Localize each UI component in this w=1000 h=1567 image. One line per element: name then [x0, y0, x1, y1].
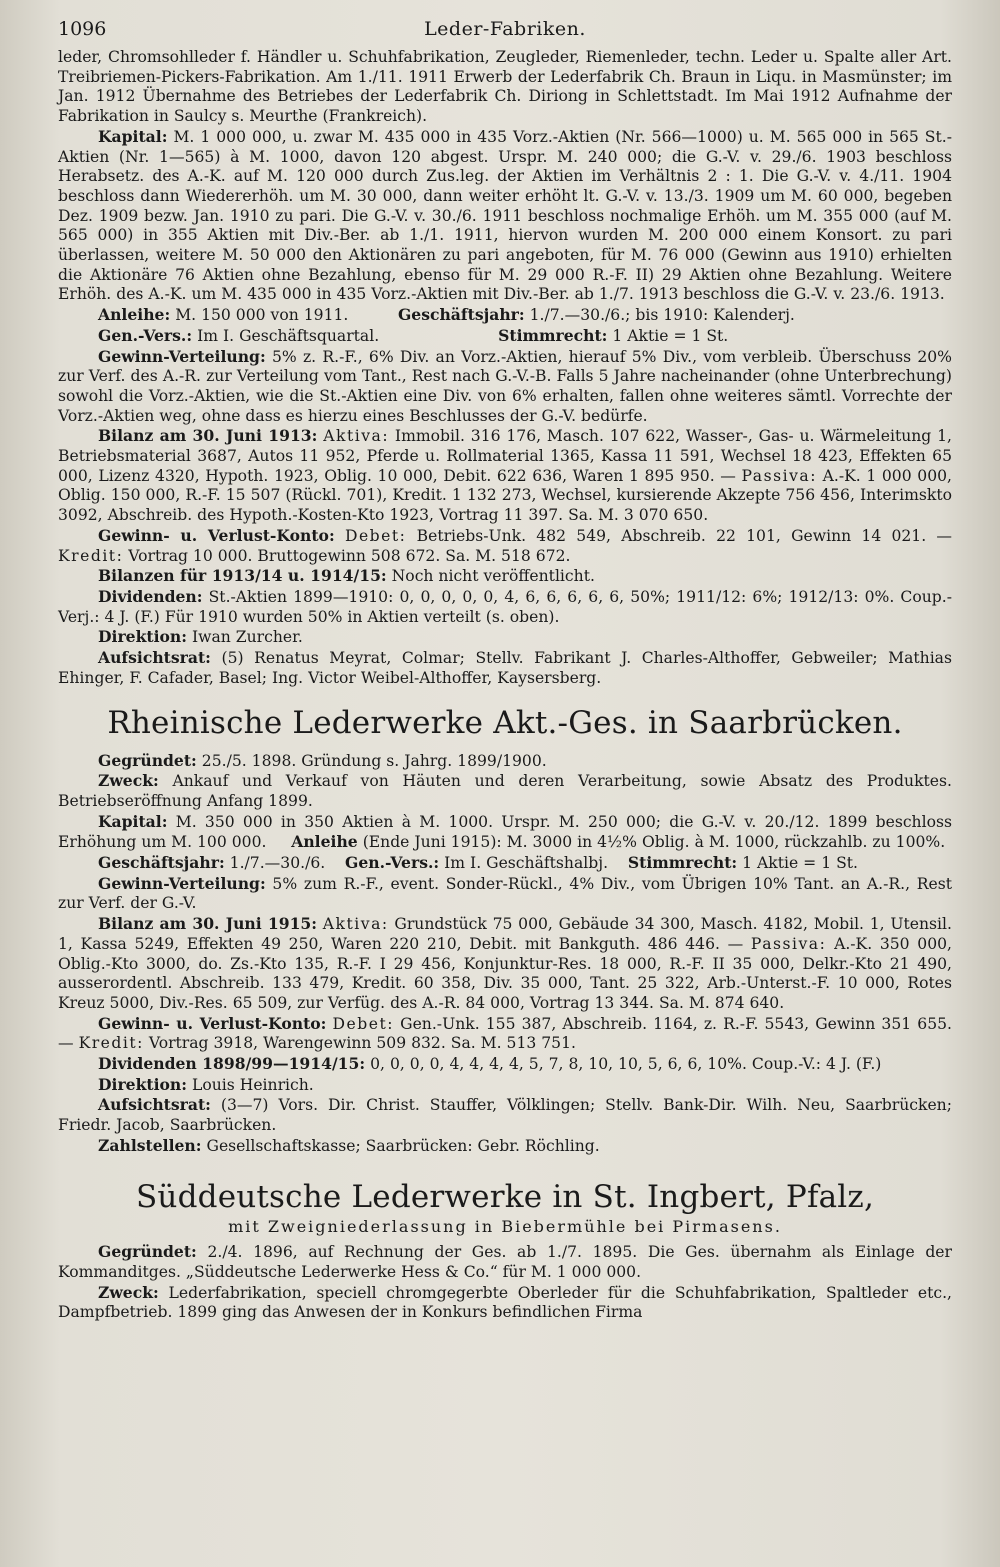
s2-aktiva-label: Aktiva:	[322, 915, 389, 934]
s2-debet-label: Debet:	[332, 1014, 395, 1033]
s3-zweck-text: Lederfabrikation, speciell chromgegerbte Oberleder für die Schuhfabrikation, Spaltleder etc., Dampfbetrieb. 1899 ging das Anwesen der in Konkurs befindlichen Firma	[58, 1283, 952, 1322]
s2-gegruendet	[58, 751, 952, 772]
s1-passiva-label: Passiva:	[741, 466, 817, 485]
s2-passiva-label: Passiva:	[750, 934, 827, 953]
s2-direktion-text: Louis Heinrich.	[191, 1075, 314, 1094]
s1-ar-text: (5) Renatus Meyrat, Colmar; Stellv. Fabrikant J. Charles-Althoffer, Gebweiler; Mathias Ehinger, F. Cafader, Basel; Ing. Victor Weibel-Althoffer, Kaysersberg.	[58, 649, 952, 687]
s2-dividenden	[58, 1054, 952, 1075]
s2-direktion	[58, 1075, 952, 1096]
page-header	[58, 18, 952, 48]
s1-gewinn-verteilung	[58, 347, 952, 427]
s2-geschaeftsjahr-line	[58, 853, 952, 874]
s2-gewinnvert-label: Gewinn-Verteilung:	[98, 873, 266, 893]
s1-anleihe-geschaeftsjahr	[58, 305, 952, 326]
running-title: Leder-Fabriken.	[424, 18, 586, 40]
s2-aufsichtsrat	[58, 1095, 952, 1135]
s3-gegr-text: 2./4. 1896, auf Rechnung der Ges. ab 1./7. 1895. Die Ges. übernahm als Einlage der Kommanditges. „Süddeutsche Lederwerke Hess & Co.“ für M. 1 000 000.	[58, 1243, 952, 1281]
s3-company-title: Süddeutsche Lederwerke in St. Ingbert, Pfalz,	[136, 1178, 874, 1215]
s2-ar-label: Aufsichtsrat:	[98, 1095, 211, 1115]
s2-zahl-text: Gesellschaftskasse; Saarbrücken: Gebr. Röchling.	[206, 1136, 600, 1155]
s1-bilanz-label: Bilanz am 30. Juni 1913:	[98, 426, 318, 446]
s1-anleihe-label: Anleihe:	[98, 305, 171, 325]
s1-bilanz	[58, 426, 952, 526]
s1-anleihe-text: M. 150 000 von 1911.	[175, 306, 349, 325]
s3-gegruendet	[58, 1242, 952, 1282]
s1-stimm-text: 1 Aktie = 1 St.	[612, 326, 729, 345]
s2-debet-text: Gen.-Unk. 155 387, Abschreib. 1164, z. R.-F. 5543, Gewinn 351 655. —	[58, 1014, 952, 1053]
s2-anleihe-label: Anleihe	[291, 832, 358, 852]
s1-gewinnvert-text: 5% z. R.-F., 6% Div. an Vorz.-Aktien, hierauf 5% Div., vom verbleib. Überschuss 20% zur Verf. des A.-R. zur Verteilung vom Tant., Rest nach G.-V.-B. Falls 5 Jahre nacheinander (ohne Unterbrechung) sowohl die Vorz.-Aktien, wie die St.-Aktien eine Div. von 6% erhalten, fallen ohne weiteres sämtl. Vorrechte der Vorz.-Aktien weg, ohne dass es hierzu eines Beschlusses der G.-V. bedürfe.	[58, 347, 952, 425]
page-body	[58, 48, 952, 1323]
s2-company-title: Rheinische Lederwerke Akt.-Ges. in Saarbrücken.	[107, 704, 903, 741]
s1-bilanzen-text: Noch nicht veröffentlicht.	[391, 567, 595, 586]
s1-debet-text: Betriebs-Unk. 482 549, Abschreib. 22 101, Gewinn 14 021. —	[416, 526, 952, 545]
s2-gewinn-verteilung	[58, 874, 952, 914]
s2-aktiva-text: Grundstück 75 000, Gebäude 34 300, Masch. 4182, Mobil. 1, Utensil. 1, Kassa 5249, Effekten 49 250, Waren 220 210, Debit. mit Bankguth. 486 446. —	[58, 915, 952, 953]
s2-gegr-text: 25./5. 1898. Gründung s. Jahrg. 1899/1900.	[201, 751, 547, 770]
s1-aufsichtsrat	[58, 648, 952, 688]
s2-zweck-text: Ankauf und Verkauf von Häuten und deren Verarbeitung, sowie Absatz des Produktes. Betriebseröffnung Anfang 1899.	[58, 772, 952, 810]
s2-gj-label: Geschäftsjahr:	[98, 853, 225, 873]
s2-zahl-label: Zahlstellen:	[98, 1135, 202, 1155]
s2-zahlstellen	[58, 1136, 952, 1157]
s3-zweck-label: Zweck:	[98, 1282, 159, 1302]
s1-direktion	[58, 627, 952, 648]
s1-kredit-label: Kredit:	[58, 546, 124, 565]
s2-gewinn-verlust	[58, 1014, 952, 1054]
s1-genvers-label: Gen.-Vers.:	[98, 325, 193, 345]
s2-direktion-label: Direktion:	[98, 1074, 188, 1094]
s1-gewinn-verlust	[58, 526, 952, 566]
s2-guv-label: Gewinn- u. Verlust-Konto:	[98, 1013, 327, 1033]
s2-bilanz	[58, 914, 952, 1014]
s2-zweck-label: Zweck:	[98, 771, 159, 791]
s2-stimm-label: Stimmrecht:	[627, 853, 738, 873]
s2-kredit-label: Kredit:	[78, 1034, 144, 1053]
s1-bilanzen-label: Bilanzen für 1913/14 u. 1914/15:	[98, 566, 387, 586]
s1-stimm-label: Stimmrecht:	[498, 325, 608, 345]
s1-direktion-text: Iwan Zurcher.	[191, 628, 303, 647]
s2-genvers-text: Im I. Geschäftshalbj.	[444, 854, 609, 873]
s1-kapital-label: Kapital:	[98, 126, 168, 146]
s3-zweck	[58, 1283, 952, 1323]
s1-genvers-stimmrecht	[58, 326, 952, 347]
s2-kapital-label: Kapital:	[98, 811, 168, 831]
s2-anleihe-text: (Ende Juni 1915): M. 3000 in 4½% Oblig. à M. 1000, rückzahlb. zu 100%.	[362, 833, 946, 852]
s2-div-text: 0, 0, 0, 0, 4, 4, 4, 4, 5, 7, 8, 10, 10, 5, 6, 6, 10%. Coup.-V.: 4 J. (F.)	[370, 1055, 882, 1074]
s1-kapital	[58, 127, 952, 305]
s1-dividenden	[58, 587, 952, 627]
s1-div-label: Dividenden:	[98, 586, 203, 606]
s1-ar-label: Aufsichtsrat:	[98, 648, 211, 668]
s2-kredit-text: Vortrag 3918, Warengewinn 509 832. Sa. M. 513 751.	[148, 1034, 576, 1053]
s2-genvers-label: Gen.-Vers.:	[345, 853, 440, 873]
s2-gewinnvert-text: 5% zum R.-F., event. Sonder-Rückl., 4% Div., vom Übrigen 10% Tant. an A.-R., Rest zur Verf. der G.-V.	[58, 874, 952, 913]
s2-ar-text: (3—7) Vors. Dir. Christ. Stauffer, Völklingen; Stellv. Bank-Dir. Wilh. Neu, Saarbrücken; Friedr. Jacob, Saarbrücken.	[58, 1096, 952, 1135]
s1-direktion-label: Direktion:	[98, 627, 188, 647]
s2-kapital	[58, 812, 952, 853]
page-number: 1096	[58, 18, 107, 40]
s2-bilanz-label: Bilanz am 30. Juni 1915:	[98, 914, 318, 934]
s2-passiva-text: A.-K. 350 000, Oblig.-Kto 3000, do. Zs.-Kto 135, R.-F. I 29 456, Konjunktur-Res. 18 000, R.-F. II 35 000, Delkr.-Kto 21 490, ausserordentl. Abschreib. 133 479, Kredit. 60 358, Div. 35 000, Tant. 25 322, Arb.-Unterst.-F. 10 000, Rotes Kreuz 5000, Div.-Res. 65 509, zur Verfüg. des A.-R. 84 000, Vortrag 13 344. Sa. M. 874 640.	[58, 934, 952, 1012]
s1-aktiva-text: Immobil. 316 176, Masch. 107 622, Wasser-, Gas- u. Wärmeleitung 1, Betriebsmaterial 3687, Autos 11 952, Pferde u. Rollmaterial 1365, Kassa 11 591, Wechsel 18 423, Effekten 65 000, Lizenz 4320, Hypoth. 1923, Oblig. 10 000, Debit. 622 636, Waren 1 895 950. —	[58, 427, 952, 485]
s1-kredit-text: Vortrag 10 000. Bruttogewinn 508 672. Sa. M. 518 672.	[128, 546, 571, 565]
s1-genvers-text: Im I. Geschäftsquartal.	[197, 326, 380, 345]
s1-gj-label: Geschäftsjahr:	[397, 305, 525, 325]
s1-div-text: St.-Aktien 1899—1910: 0, 0, 0, 0, 0, 4, 6, 6, 6, 6, 6, 50%; 1911/12: 6%; 1912/13: 0%. Coup.-Verj.: 4 J. (F.) Für 1910 wurden 50% in Aktien verteilt (s. oben).	[58, 587, 952, 626]
s3-gegr-label: Gegründet:	[98, 1242, 197, 1262]
s2-stimm-text: 1 Aktie = 1 St.	[742, 854, 858, 873]
s1-gj-text: 1./7.—30./6.; bis 1910: Kalenderj.	[529, 306, 795, 325]
s1-guv-label: Gewinn- u. Verlust-Konto:	[98, 525, 335, 545]
s2-div-label: Dividenden 1898/99—1914/15:	[98, 1054, 366, 1074]
s3-subtitle: mit Zweigniederlassung in Biebermühle bei Pirmasens.	[228, 1216, 782, 1236]
s1-debet-label: Debet:	[344, 526, 407, 545]
s1-bilanzen	[58, 566, 952, 587]
s2-zweck	[58, 771, 952, 811]
s1-aktiva-label: Aktiva:	[323, 427, 390, 446]
s2-kapital-text: M. 350 000 in 350 Aktien à M. 1000. Urspr. M. 250 000; die G.-V. v. 20./12. 1899 beschloss Erhöhung um M. 100 000.	[58, 812, 952, 852]
s1-passiva-text: A.-K. 1 000 000, Oblig. 150 000, R.-F. 15 507 (Rückl. 701), Kredit. 1 132 273, Wechsel, kursierende Akzepte 756 456, Interimskto 3092, Abschreib. des Hypoth.-Kosten-Kto 1923, Vortrag 11 397. Sa. M. 3 070 650.	[58, 466, 952, 525]
s1-kapital-text: M. 1 000 000, u. zwar M. 435 000 in 435 Vorz.-Aktien (Nr. 566—1000) u. M. 565 000 in 565 St.-Aktien (Nr. 1—565) à M. 1000, davon 120 abgest. Urspr. M. 240 000; die G.-V. v. 29./6. 1903 beschloss Herabsetz. des A.-K. auf M. 120 000 durch Zus.leg. der Aktien im Verhältnis 2 : 1. Die G.-V. v. 4./11. 1904 beschloss dann Wiedererhöh. um M. 30 000, dann weiter erhöht lt. G.-V. v. 13./3. 1909 um M. 60 000, begeben Dez. 1909 bezw. Jan. 1910 zu pari. Die G.-V. v. 30./6. 1911 beschloss nochmalige Erhöh. um M. 355 000 (auf M. 565 000) in 355 Aktien mit Div.-Ber. ab 1./1. 1911, hiervon wurden M. 200 000 einem Konsort. zu pari überlassen, weitere M. 50 000 den Aktionären zu pari angeboten, für M. 76 000 (Gewinn aus 1910) erhielten die Aktionäre 76 Aktien ohne Bezahlung, ebenso für M. 29 000 R.-F. II) 29 Aktien ohne Bezahlung. Weitere Erhöh. des A.-K. um M. 435 000 in 435 Vorz.-Aktien mit Div.-Ber. ab 1./7. 1913 beschloss die G.-V. v. 23./6. 1913.	[58, 127, 952, 304]
s2-gegr-label: Gegründet:	[98, 750, 197, 770]
s1-gewinnvert-label: Gewinn-Verteilung:	[98, 346, 266, 366]
s2-gj-text: 1./7.—30./6.	[229, 854, 326, 873]
s1-intro: leder, Chromsohlleder f. Händler u. Schuhfabrikation, Zeugleder, Riemenleder, techn. Leder u. Spalte aller Art. Treibriemen-Pickers-Fabrikation. Am 1./11. 1911 Erwerb der Lederfabrik Ch. Braun in Liqu. in Masmünster; im Jan. 1912 Übernahme des Betriebes der Lederfabrik Ch. Diriong in Schlettstadt. Im Mai 1912 Aufnahme der Fabrikation in Saulcy s. Meurthe (Frankreich).	[58, 48, 952, 126]
